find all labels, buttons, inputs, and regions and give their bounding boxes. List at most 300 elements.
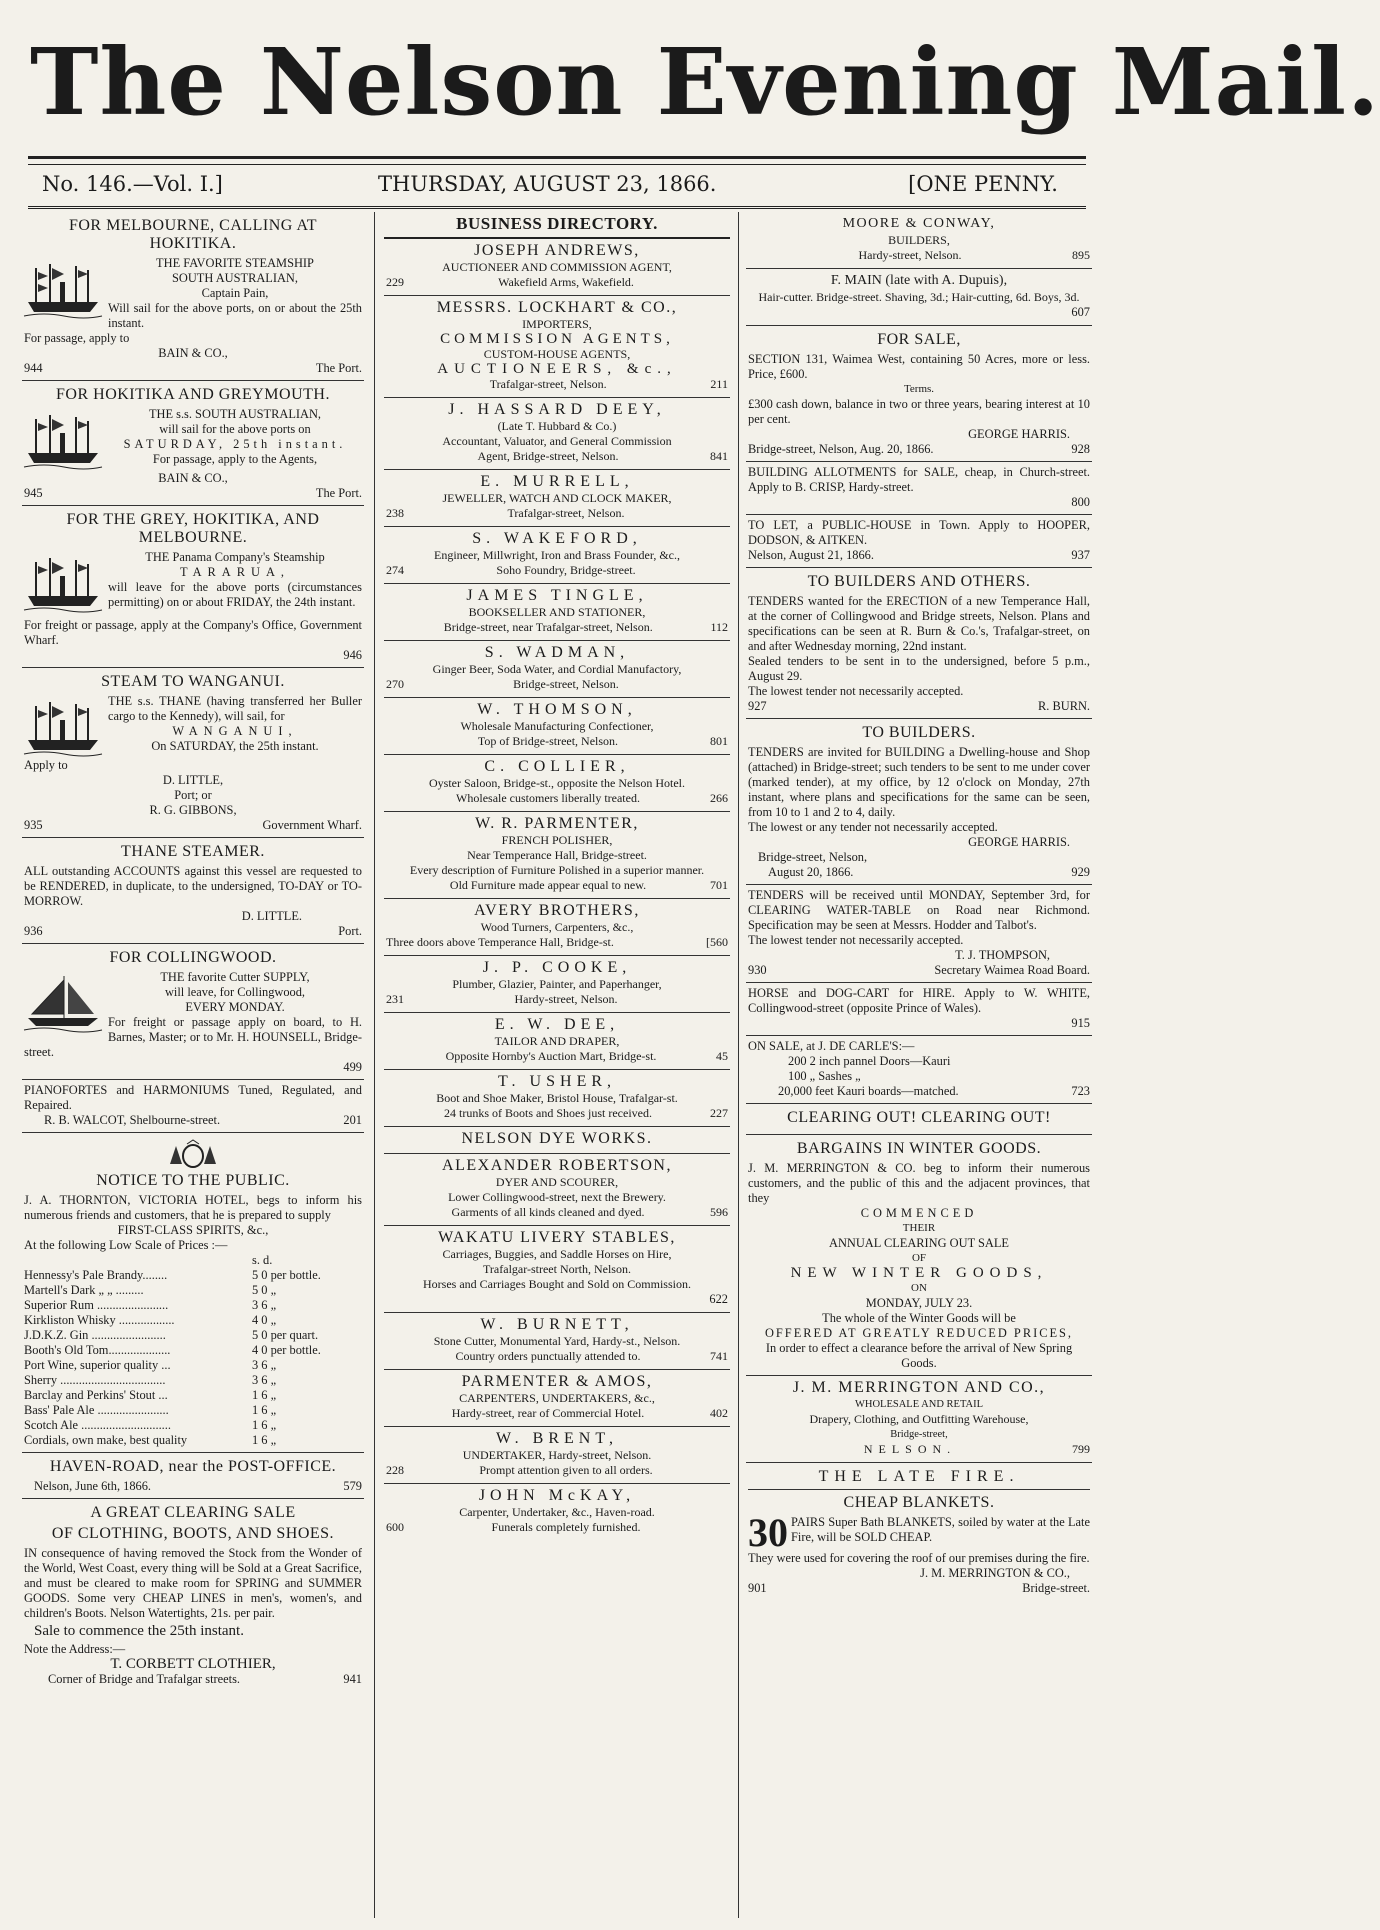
ad-signature: T. J. THOMPSON, bbox=[955, 948, 1050, 962]
ad-clearing-sale bbox=[22, 1499, 364, 1691]
entry-number: 227 bbox=[709, 1106, 728, 1120]
entry-number: 799 bbox=[1072, 1442, 1090, 1456]
ad-body: IN consequence of having removed the Stock from the Wonder of the World, West Coast, every thing will be Sold at a Great Sacrifice, and must be cleared to make room for SPRING and SUMMER GOODS. Some very CHEAP LINES in men's, women's, and children's Boots. Nelson Watertights, 21s. per pair. bbox=[24, 1546, 362, 1620]
price-row bbox=[24, 1343, 362, 1358]
ad-tenders-dwelling bbox=[746, 719, 1092, 885]
price-item: Port Wine, superior quality ... bbox=[24, 1358, 171, 1372]
entry-name: NELSON DYE WORKS. bbox=[461, 1130, 653, 1147]
ad-agent: BAIN & CO., bbox=[158, 471, 228, 485]
dateline bbox=[28, 168, 1086, 202]
ad-thane bbox=[22, 838, 364, 944]
ad-signature: J. M. MERRINGTON & CO., bbox=[920, 1566, 1070, 1580]
ad-number: 499 bbox=[343, 1060, 362, 1074]
entry-line: Boot and Shoe Maker, Bristol House, Trafalgar-st. bbox=[436, 1091, 678, 1105]
column-right bbox=[746, 212, 1092, 1922]
ad-place: The Port. bbox=[315, 361, 362, 375]
ad-line: THE s.s. THANE (having transferred her Buller cargo to the Kennedy), will sail, for bbox=[108, 694, 362, 723]
directory-entry bbox=[384, 1313, 730, 1370]
ad-agent: D. LITTLE, bbox=[162, 773, 224, 787]
entry-name: C. COLLIER, bbox=[484, 758, 630, 775]
sailing-cutter-icon bbox=[24, 972, 102, 1034]
entry-name: S. WADMAN, bbox=[484, 644, 630, 661]
ad-address: Bridge-street. bbox=[1022, 1581, 1090, 1595]
ad-hokitika bbox=[22, 381, 364, 506]
ad-body: TENDERS wanted for the ERECTION of a new Temperance Hall, at the corner of Collingwood and Bridge streets, Nelson. Plans and specifications can be seen at R. Burn & Co.'s, Trafalgar-street, on and after Wednesday morning, 22nd instant. bbox=[748, 594, 1090, 653]
directory-entry bbox=[384, 1427, 730, 1484]
ad-line: ANNUAL CLEARING OUT SALE bbox=[829, 1236, 1009, 1250]
issue-price: [ONE PENNY. bbox=[908, 172, 1058, 196]
steamship-icon bbox=[24, 258, 102, 320]
price-item: Scotch Ale ............................. bbox=[24, 1418, 171, 1432]
ad-number: 723 bbox=[1071, 1084, 1090, 1098]
price-item: Bass' Pale Ale ....................... bbox=[24, 1403, 169, 1417]
ad-line: 200 2 inch pannel Doors—Kauri bbox=[788, 1054, 951, 1068]
entry-line: NELSON. bbox=[863, 1442, 957, 1456]
ad-body: TENDERS will be received until MONDAY, September 3rd, for CLEARING WATER-TABLE on Road near Richmond. Specification may be seen at Messrs. Hodder and Talbot's. bbox=[748, 888, 1090, 932]
price-item: J.D.K.Z. Gin ........................ bbox=[24, 1328, 166, 1342]
ad-body: TENDERS are invited for BUILDING a Dwelling-house and Shop (attached) in Bridge-street; such tenders to be sent to me under cover (marked tender), at my office, by 12 o'clock on Monday, 27th instant, where plans and specifications for the same can be seen, from 10 to 1 and 2 to 4, daily. bbox=[748, 745, 1090, 819]
ad-line: At the following Low Scale of Prices :— bbox=[24, 1238, 228, 1252]
price-item: Sherry .................................. bbox=[24, 1373, 166, 1387]
price-item: Kirkliston Whisky .................. bbox=[24, 1313, 175, 1327]
ad-number: 929 bbox=[1071, 865, 1090, 879]
price-value: 1 6 „ bbox=[252, 1388, 277, 1402]
entry-name: J. P. COOKE, bbox=[482, 959, 632, 976]
entry-number: 596 bbox=[710, 1205, 728, 1219]
ad-line: On SATURDAY, the 25th instant. bbox=[151, 739, 319, 753]
dateline-rule bbox=[28, 206, 1086, 209]
price-value: 4 0 „ bbox=[252, 1313, 277, 1327]
ad-line: SOUTH AUSTRALIAN, bbox=[172, 271, 298, 285]
ad-allotments bbox=[746, 462, 1092, 515]
entry-line: Top of Bridge-street, Nelson. bbox=[477, 734, 619, 748]
ad-line: 100 „ Sashes „ bbox=[788, 1069, 861, 1083]
ad-number: 936 bbox=[24, 924, 43, 938]
ad-place: The Port. bbox=[315, 486, 362, 500]
ad-date: August 20, 1866. bbox=[768, 865, 854, 879]
ad-date: MONDAY, JULY 23. bbox=[865, 1296, 973, 1310]
entry-line: Horses and Carriages Bought and Sold on Commission. bbox=[423, 1277, 691, 1291]
entry-line: Opposite Hornby's Auction Mart, Bridge-st. bbox=[445, 1049, 657, 1063]
ad-heading: FOR COLLINGWOOD. bbox=[109, 949, 277, 966]
ad-line: ON bbox=[911, 1282, 927, 1294]
ad-to-let bbox=[746, 515, 1092, 568]
entry-line: Near Temperance Hall, Bridge-street. bbox=[467, 848, 647, 862]
price-row bbox=[24, 1358, 362, 1373]
ad-haven-road bbox=[22, 1453, 364, 1499]
ad-body: PIANOFORTES and HARMONIUMS Tuned, Regulated, and Repaired. bbox=[24, 1083, 362, 1112]
price-value: 3 6 „ bbox=[252, 1373, 277, 1387]
entry-line: Prompt attention given to all orders. bbox=[479, 1463, 653, 1477]
entry-line: BUILDERS, bbox=[888, 233, 950, 247]
price-item: Superior Rum ....................... bbox=[24, 1298, 169, 1312]
ad-number: 800 bbox=[1071, 495, 1090, 509]
directory-entry bbox=[384, 755, 730, 812]
price-row bbox=[24, 1388, 362, 1403]
entry-line: CUSTOM-HOUSE AGENTS, bbox=[483, 347, 631, 361]
steamship-icon bbox=[24, 409, 102, 471]
masthead-title: The Nelson Evening Mail. bbox=[30, 28, 1380, 136]
ad-signature: T. CORBETT CLOTHIER, bbox=[110, 1656, 276, 1672]
ad-line: will leave for the above ports (circumstances permitting) on or about FRIDAY, the 24th instant. bbox=[108, 580, 362, 609]
price-row bbox=[24, 1418, 362, 1433]
entry-line: Engineer, Millwright, Iron and Brass Founder, &c., bbox=[434, 548, 680, 562]
entry-number: 238 bbox=[386, 506, 404, 520]
entry-name: W. BRENT, bbox=[496, 1430, 618, 1447]
ad-number: 935 bbox=[24, 818, 43, 832]
entry-number: 741 bbox=[710, 1349, 728, 1363]
entry-name: S. WAKEFORD, bbox=[472, 530, 642, 547]
entry-line: Agent, Bridge-street, Nelson. bbox=[477, 449, 619, 463]
entry-line: Trafalgar-street, Nelson. bbox=[489, 377, 607, 391]
column-divider bbox=[374, 212, 375, 1918]
ad-number: 201 bbox=[343, 1113, 362, 1127]
issue-number: No. 146.—Vol. I.] bbox=[42, 172, 223, 196]
entry-name: ALEXANDER ROBERTSON, bbox=[442, 1157, 672, 1174]
ad-number: 930 bbox=[748, 963, 767, 977]
entry-name: WAKATU LIVERY STABLES, bbox=[438, 1229, 676, 1246]
entry-number: 228 bbox=[386, 1463, 404, 1477]
ad-line: For freight or passage, apply at the Company's Office, Government Wharf. bbox=[24, 618, 362, 647]
directory-entry bbox=[384, 1226, 730, 1313]
price-value: 5 0 „ bbox=[252, 1283, 277, 1297]
ad-line: THE favorite Cutter SUPPLY, bbox=[160, 970, 310, 984]
directory-entry bbox=[746, 1376, 1092, 1463]
ad-body: The lowest or any tender not necessarily accepted. bbox=[748, 820, 998, 834]
entry-line: Bridge-street, bbox=[890, 1429, 948, 1440]
ad-signature: R. B. WALCOT, Shelbourne-street. bbox=[44, 1113, 221, 1127]
ad-line: Will sail for the above ports, on or about the 25th instant. bbox=[108, 301, 362, 330]
entry-line: Carriages, Buggies, and Saddle Horses on Hire, bbox=[442, 1247, 672, 1261]
ad-date: Nelson, August 21, 1866. bbox=[748, 548, 874, 562]
ad-line: Captain Pain, bbox=[201, 286, 269, 300]
ad-body: ALL outstanding ACCOUNTS against this vessel are requested to be RENDERED, in duplicate, to the undersigned, TO-DAY or TO-MORROW. bbox=[24, 864, 362, 908]
ad-line: TARARUA, bbox=[180, 565, 290, 579]
entry-line: Trafalgar-street North, Nelson. bbox=[483, 1262, 631, 1276]
ad-body: The lowest tender not necessarily accepted. bbox=[748, 684, 964, 698]
ad-heading: FOR MELBOURNE, CALLING AT HOKITIKA. bbox=[68, 217, 318, 252]
directory-entry bbox=[384, 698, 730, 755]
ad-line: FIRST-CLASS SPIRITS, &c., bbox=[117, 1223, 269, 1237]
ad-date: Nelson, June 6th, 1866. bbox=[34, 1479, 152, 1493]
ad-line: In order to effect a clearance before the arrival of New Spring Goods. bbox=[765, 1341, 1073, 1370]
ad-body: TO LET, a PUBLIC-HOUSE in Town. Apply to HOOPER, DODSON, & AITKEN. bbox=[748, 518, 1090, 547]
ad-line: Port; or bbox=[174, 788, 212, 802]
column-left bbox=[22, 212, 364, 1922]
entry-line: Old Furniture made appear equal to new. bbox=[449, 878, 647, 892]
ad-address: Corner of Bridge and Trafalgar streets. bbox=[48, 1672, 241, 1686]
ad-line: will sail for the above ports on bbox=[159, 422, 311, 436]
directory-entry bbox=[384, 1013, 730, 1070]
entry-line: CARPENTERS, UNDERTAKERS, &c., bbox=[459, 1391, 655, 1405]
ad-line: Terms. bbox=[903, 383, 935, 395]
entry-line: JEWELLER, WATCH AND CLOCK MAKER, bbox=[442, 491, 672, 505]
ad-wanganui bbox=[22, 668, 364, 838]
ad-clearing-out bbox=[746, 1104, 1092, 1135]
ad-pianofortes bbox=[22, 1080, 364, 1133]
entry-line: Wholesale Manufacturing Confectioner, bbox=[460, 719, 654, 733]
ad-melbourne bbox=[22, 212, 364, 381]
ad-line: OF bbox=[911, 1252, 927, 1264]
directory-entry bbox=[384, 1484, 730, 1540]
ad-signature: R. BURN. bbox=[1038, 699, 1090, 713]
entry-line: Accountant, Valuator, and General Commission bbox=[442, 434, 672, 448]
ad-line: NEW WINTER GOODS, bbox=[790, 1265, 1048, 1281]
entry-number: 112 bbox=[710, 620, 728, 634]
price-value: 3 6 „ bbox=[252, 1358, 277, 1372]
entry-name: JAMES TINGLE, bbox=[466, 587, 648, 604]
price-item: Cordials, own make, best quality bbox=[24, 1433, 188, 1447]
entry-line: FRENCH POLISHER, bbox=[501, 833, 613, 847]
entry-name: F. MAIN (late with A. Dupuis), bbox=[830, 273, 1008, 288]
price-row bbox=[24, 1283, 362, 1298]
ad-body: J. M. MERRINGTON & CO. beg to inform their numerous customers, and the public of this and the adjacent provinces, that they bbox=[748, 1161, 1090, 1205]
ad-line: THE FAVORITE STEAMSHIP bbox=[156, 256, 314, 270]
ad-heading: THANE STEAMER. bbox=[121, 843, 265, 860]
ad-heading: NOTICE TO THE PUBLIC. bbox=[96, 1172, 290, 1189]
ad-body: PAIRS Super Bath BLANKETS, soiled by water at the Late Fire, will be SOLD CHEAP. bbox=[791, 1515, 1090, 1544]
ad-heading: OF CLOTHING, BOOTS, AND SHOES. bbox=[51, 1525, 335, 1542]
ad-body: They were used for covering the roof of our premises during the fire. bbox=[748, 1551, 1090, 1565]
entry-name: J. HASSARD DEEY, bbox=[448, 401, 666, 418]
entry-line: UNDERTAKER, Hardy-street, Nelson. bbox=[462, 1448, 652, 1462]
entry-name: W. BURNETT, bbox=[480, 1316, 634, 1333]
entry-line: Carpenter, Undertaker, &c., Haven-road. bbox=[459, 1505, 655, 1519]
ad-number: 944 bbox=[24, 361, 43, 375]
ad-heading: FOR HOKITIKA AND GREYMOUTH. bbox=[56, 386, 330, 403]
ad-line: SATURDAY, 25th instant. bbox=[123, 437, 347, 451]
entry-line: WHOLESALE AND RETAIL bbox=[854, 1399, 984, 1410]
entry-line: Stone Cutter, Monumental Yard, Hardy-st., Nelson. bbox=[433, 1334, 681, 1348]
price-row bbox=[24, 1268, 362, 1283]
ad-agent: R. G. GIBBONS, bbox=[149, 803, 237, 817]
ad-heading: FOR SALE, bbox=[877, 331, 961, 348]
ad-number: 901 bbox=[748, 1581, 767, 1595]
price-value: 3 6 „ bbox=[252, 1298, 277, 1312]
ad-bargains bbox=[746, 1135, 1092, 1376]
ad-grey bbox=[22, 506, 364, 668]
entry-name: E. W. DEE, bbox=[494, 1016, 620, 1033]
ad-line: For freight or passage apply on board, to H. Barnes, Master; or to Mr. H. HOUNSELL, Bridge-street. bbox=[24, 1015, 362, 1059]
directory-entry bbox=[384, 296, 730, 398]
ad-for-sale bbox=[746, 326, 1092, 462]
directory-entry bbox=[384, 812, 730, 899]
ad-line: THE s.s. SOUTH AUSTRALIAN, bbox=[148, 407, 322, 421]
directory-entry bbox=[384, 899, 730, 956]
price-item: Hennessy's Pale Brandy........ bbox=[24, 1268, 168, 1282]
ad-heading: TO BUILDERS. bbox=[862, 724, 976, 741]
ad-line: OFFERED AT GREATLY REDUCED PRICES, bbox=[764, 1326, 1074, 1340]
ad-number: 915 bbox=[1071, 1016, 1090, 1030]
ad-notice-public bbox=[22, 1133, 364, 1453]
directory-entry bbox=[384, 1070, 730, 1127]
ad-horse bbox=[746, 983, 1092, 1036]
ad-line: Sale to commence the 25th instant. bbox=[34, 1623, 244, 1639]
ad-line: THE Panama Company's Steamship bbox=[145, 550, 325, 564]
ad-heading: HAVEN-ROAD, near the POST-OFFICE. bbox=[49, 1458, 337, 1475]
entry-line: COMMISSION AGENTS, bbox=[440, 331, 674, 347]
entry-name: J. M. MERRINGTON AND CO., bbox=[792, 1379, 1046, 1396]
entry-line: Garments of all kinds cleaned and dyed. bbox=[451, 1205, 645, 1219]
entry-number: 622 bbox=[709, 1292, 728, 1306]
ad-number: 941 bbox=[343, 1672, 362, 1686]
price-row bbox=[24, 1313, 362, 1328]
ad-body: The lowest tender not necessarily accepted. bbox=[748, 933, 964, 947]
entry-number: 841 bbox=[710, 449, 728, 463]
ad-heading: STEAM TO WANGANUI. bbox=[101, 673, 285, 690]
ad-body: SECTION 131, Waimea West, containing 50 Acres, more or less. Price, £600. bbox=[748, 352, 1090, 381]
ad-body: HORSE and DOG-CART for HIRE. Apply to W. WHITE, Collingwood-street (opposite Prince of Wales). bbox=[748, 986, 1090, 1015]
column-divider bbox=[738, 212, 739, 1918]
price-row bbox=[24, 1373, 362, 1388]
entry-line: BOOKSELLER AND STATIONER, bbox=[468, 605, 646, 619]
entry-line: Trafalgar-street, Nelson. bbox=[507, 506, 625, 520]
entry-name: W. R. PARMENTER, bbox=[475, 815, 639, 832]
ad-water-table bbox=[746, 885, 1092, 983]
ad-place: Port. bbox=[338, 924, 362, 938]
entry-number: 801 bbox=[709, 734, 728, 748]
ad-number: 937 bbox=[1071, 548, 1090, 562]
directory-entry bbox=[384, 956, 730, 1013]
ad-agent: BAIN & CO., bbox=[158, 346, 228, 360]
ad-line: COMMENCED bbox=[860, 1206, 978, 1220]
ad-date: Bridge-street, Nelson, Aug. 20, 1866. bbox=[748, 442, 934, 456]
ad-heading: CLEARING OUT! CLEARING OUT! bbox=[787, 1109, 1051, 1126]
entry-name: JOSEPH ANDREWS, bbox=[474, 242, 640, 259]
entry-name: AVERY BROTHERS, bbox=[474, 902, 640, 919]
ad-line: THEIR bbox=[902, 1222, 936, 1234]
ad-line: The whole of the Winter Goods will be bbox=[822, 1311, 1016, 1325]
entry-line: 24 trunks of Boots and Shoes just received. bbox=[444, 1106, 652, 1120]
price-list bbox=[24, 1253, 362, 1448]
directory-entry bbox=[384, 1154, 730, 1226]
directory-entry bbox=[384, 239, 730, 296]
entry-name: T. USHER, bbox=[497, 1073, 617, 1090]
entry-name: W. THOMSON, bbox=[477, 701, 637, 718]
ad-line: will leave, for Collingwood, bbox=[164, 985, 306, 999]
entry-number: 402 bbox=[710, 1406, 728, 1420]
price-row bbox=[24, 1328, 362, 1343]
masthead-rule bbox=[28, 156, 1086, 165]
price-row bbox=[24, 1433, 362, 1448]
price-value: 1 6 „ bbox=[252, 1418, 277, 1432]
price-row bbox=[24, 1403, 362, 1418]
entry-line: AUCTIONEER AND COMMISSION AGENT, bbox=[442, 260, 672, 274]
entry-line: Hair-cutter. Bridge-street. Shaving, 3d.; Hair-cutting, 6d. Boys, 3d. bbox=[758, 290, 1080, 304]
entry-name: E. MURRELL, bbox=[480, 473, 634, 490]
ad-heading: FOR THE GREY, HOKITIKA, AND MELBOURNE. bbox=[66, 511, 320, 546]
ad-line: WANGANUI, bbox=[172, 724, 298, 738]
entry-line: Country orders punctually attended to. bbox=[455, 1349, 641, 1363]
ad-collingwood bbox=[22, 944, 364, 1080]
ad-heading: TO BUILDERS AND OTHERS. bbox=[807, 573, 1031, 590]
ad-line: EVERY MONDAY. bbox=[185, 1000, 285, 1014]
ad-number: 927 bbox=[748, 699, 767, 713]
entry-line: Bridge-street, Nelson. bbox=[513, 677, 619, 691]
entry-line: Drapery, Clothing, and Outfitting Warehouse, bbox=[809, 1412, 1029, 1426]
price-value: 5 0 per bottle. bbox=[252, 1268, 321, 1282]
entry-line: Hardy-street, Nelson. bbox=[514, 992, 618, 1006]
royal-crest-icon bbox=[158, 1140, 228, 1170]
entry-name: MOORE & CONWAY, bbox=[842, 216, 996, 231]
entry-line: TAILOR AND DRAPER, bbox=[494, 1034, 620, 1048]
entry-number: 274 bbox=[386, 563, 404, 577]
entry-number: 270 bbox=[386, 677, 404, 691]
directory-entry bbox=[384, 470, 730, 527]
business-directory-title: BUSINESS DIRECTORY. bbox=[456, 214, 658, 233]
ad-signature: GEORGE HARRIS. bbox=[968, 835, 1070, 849]
column-middle bbox=[384, 212, 730, 1922]
price-unit-header: s. d. bbox=[252, 1253, 273, 1267]
entry-line: Hardy-street, Nelson. bbox=[858, 248, 962, 262]
ad-body: J. A. THORNTON, VICTORIA HOTEL, begs to inform his numerous friends and customers, that he is prepared to supply bbox=[24, 1193, 362, 1222]
price-row bbox=[24, 1298, 362, 1313]
entry-number: 211 bbox=[710, 377, 728, 391]
price-value: 1 6 „ bbox=[252, 1433, 277, 1447]
price-value: 1 6 „ bbox=[252, 1403, 277, 1417]
directory-entry bbox=[746, 212, 1092, 269]
ad-heading: CHEAP BLANKETS. bbox=[748, 1489, 1090, 1512]
entry-line: Soho Foundry, Bridge-street. bbox=[496, 563, 636, 577]
entry-name: MESSRS. LOCKHART & CO., bbox=[436, 299, 678, 316]
price-item: Booth's Old Tom.................... bbox=[24, 1343, 171, 1357]
ad-number: 928 bbox=[1071, 442, 1090, 456]
price-value: 4 0 per bottle. bbox=[252, 1343, 321, 1357]
ad-heading: THE LATE FIRE. bbox=[818, 1468, 1020, 1485]
ad-signature: GEORGE HARRIS. bbox=[968, 427, 1070, 441]
entry-line: Lower Collingwood-street, next the Brewery. bbox=[448, 1190, 666, 1204]
entry-number: 231 bbox=[386, 992, 404, 1006]
entry-line: Plumber, Glazier, Painter, and Paperhanger, bbox=[452, 977, 662, 991]
entry-number: 607 bbox=[1071, 305, 1090, 319]
entry-number: 895 bbox=[1072, 248, 1090, 262]
ad-de-carle bbox=[746, 1036, 1092, 1104]
entry-line: Wholesale customers liberally treated. bbox=[456, 791, 640, 805]
directory-entry bbox=[384, 641, 730, 698]
entry-line: Ginger Beer, Soda Water, and Cordial Manufactory, bbox=[432, 662, 682, 676]
ad-big-number: 30 bbox=[748, 1510, 788, 1555]
entry-number: 266 bbox=[710, 791, 728, 805]
entry-line: Bridge-street, near Trafalgar-street, Nelson. bbox=[443, 620, 653, 634]
entry-line: Oyster Saloon, Bridge-st., opposite the Nelson Hotel. bbox=[429, 776, 685, 790]
ad-line: 20,000 feet Kauri boards—matched. bbox=[778, 1084, 959, 1098]
directory-entry bbox=[384, 1127, 730, 1154]
entry-line: IMPORTERS, bbox=[522, 317, 592, 331]
directory-entry bbox=[384, 527, 730, 584]
entry-number: 45 bbox=[716, 1049, 728, 1063]
ad-late-fire bbox=[746, 1463, 1092, 1600]
entry-line: AUCTIONEERS, &c., bbox=[437, 361, 677, 377]
directory-entry bbox=[384, 584, 730, 641]
masthead bbox=[30, 12, 1380, 152]
steamship-icon bbox=[24, 552, 102, 614]
entry-number: 701 bbox=[710, 878, 728, 892]
ad-line: ON SALE, at J. DE CARLE'S:— bbox=[748, 1039, 915, 1053]
ad-body: Sealed tenders to be sent in to the undersigned, before 5 p.m., August 29. bbox=[748, 654, 1090, 683]
steamship-icon bbox=[24, 696, 102, 758]
ad-line: Apply to bbox=[24, 758, 68, 772]
entry-line: Three doors above Temperance Hall, Bridge-st. bbox=[386, 935, 614, 949]
entry-number: [560 bbox=[706, 935, 728, 949]
entry-line: DYER AND SCOURER, bbox=[495, 1175, 619, 1189]
entry-line: Every description of Furniture Polished in a superior manner. bbox=[409, 863, 705, 877]
ad-line: Note the Address:— bbox=[24, 1642, 126, 1656]
ad-address: Bridge-street, Nelson, bbox=[758, 850, 868, 864]
entry-number: 600 bbox=[386, 1520, 404, 1534]
ad-heading: BARGAINS IN WINTER GOODS. bbox=[796, 1140, 1042, 1157]
ad-place: Government Wharf. bbox=[262, 818, 362, 832]
ad-heading: A GREAT CLEARING SALE bbox=[90, 1504, 296, 1521]
